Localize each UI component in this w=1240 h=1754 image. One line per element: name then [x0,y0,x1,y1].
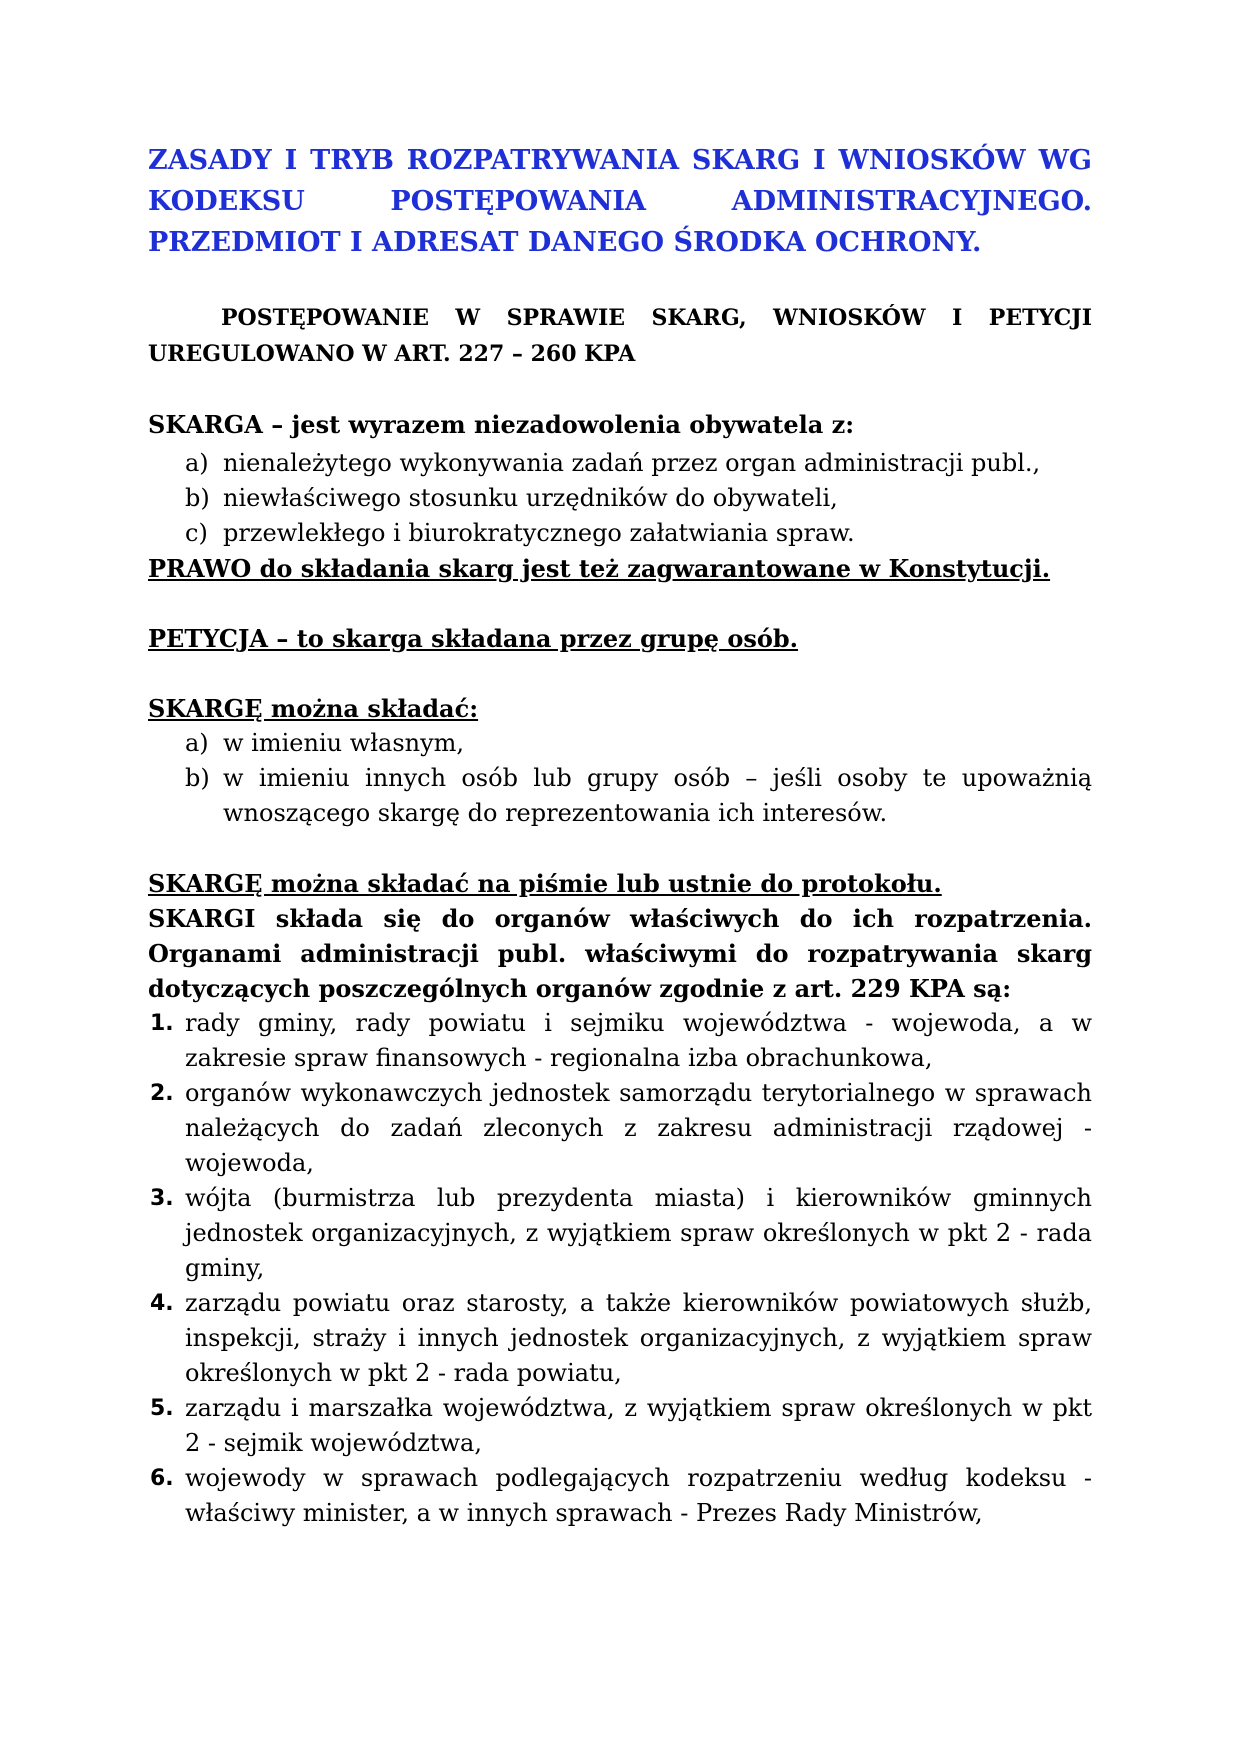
list-item-text: rady gminy, rady powiatu i sejmiku województwa - wojewoda, a w zakresie spraw finansowych - regionalna izba obrachunkowa, [185,1009,1092,1072]
list-marker: b) [185,484,210,512]
list-item [148,446,1092,481]
list-item-text: w imieniu innych osób lub grupy osób – jeśli osoby te upoważnią wnoszącego skargę do reprezentowania ich interesów. [223,764,1092,827]
list-item-text: niewłaściwego stosunku urzędników do obywateli, [223,484,838,512]
skarga-heading: SKARGA – jest wyrazem niezadowolenia obywatela z: [148,410,855,439]
list-item [148,1181,1092,1286]
list-item-text: w imieniu własnym, [223,729,465,757]
list-number: 6. [150,1466,174,1491]
document-page [148,140,1092,1531]
organs-list [148,1006,1092,1531]
list-item-text: wojewody w sprawach podlegających rozpatrzeniu według kodeksu - właściwy minister, a w innych sprawach - Prezes Rady Ministrów, [185,1464,1092,1527]
list-item [148,1006,1092,1076]
list-marker: b) [185,764,210,792]
skarga-list [148,446,1092,551]
list-marker: a) [185,449,209,477]
skargi-paragraph: SKARGI składa się do organów właściwych do ich rozpatrzenia. Organami administracji publ. właściwymi do rozpatrywania skarg dotyczących poszczególnych organów zgodnie z art. 229 KPA są: [148,904,1092,1003]
list-item-text: przewlekłego i biurokratycznego załatwiania spraw. [223,519,855,547]
list-number: 3. [150,1186,174,1211]
list-marker: a) [185,729,209,757]
list-item [148,761,1092,831]
list-number: 5. [150,1396,174,1421]
list-number: 2. [150,1081,174,1106]
petycja-definition: PETYCJA – to skarga składana przez grupę osób. [148,624,799,653]
document-title: ZASADY I TRYB ROZPATRYWANIA SKARG I WNIOSKÓW WG KODEKSU POSTĘPOWANIA ADMINISTRACYJNEGO. PRZEDMIOT I ADRESAT DANEGO ŚRODKA OCHRONY. [148,145,1092,258]
pismie-statement: SKARGĘ można składać na piśmie lub ustnie do protokołu. [148,869,942,898]
list-marker: c) [185,519,208,547]
list-item [148,1076,1092,1181]
document-subtitle: POSTĘPOWANIE W SPRAWIE SKARG, WNIOSKÓW I PETYCJI UREGULOWANO W ART. 227 – 260 KPA [148,305,1092,367]
list-item [148,1391,1092,1461]
skarge-list [148,726,1092,831]
list-number: 1. [150,1011,174,1036]
list-item-text: zarządu i marszałka województwa, z wyjątkiem spraw określonych w pkt 2 - sejmik województwa, [185,1394,1092,1457]
list-item [148,516,1092,551]
prawo-statement: PRAWO do składania skarg jest też zagwarantowane w Konstytucji. [148,554,1051,583]
list-item-text: wójta (burmistrza lub prezydenta miasta) i kierowników gminnych jednostek organizacyjnych, z wyjątkiem spraw określonych w pkt 2 - rada gminy, [185,1184,1092,1282]
list-item-text: organów wykonawczych jednostek samorządu terytorialnego w sprawach należących do zadań zleconych z zakresu administracji rządowej - wojewoda, [185,1079,1092,1177]
list-item [148,1461,1092,1531]
list-item-text: zarządu powiatu oraz starosty, a także kierowników powiatowych służb, inspekcji, straży i innych jednostek organizacyjnych, z wyjątkiem spraw określonych w pkt 2 - rada powiatu, [185,1289,1092,1387]
list-item [148,481,1092,516]
list-item [148,1286,1092,1391]
list-item [148,726,1092,761]
skarge-heading: SKARGĘ można składać: [148,694,479,723]
list-item-text: nienależytego wykonywania zadań przez organ administracji publ., [223,449,1041,477]
list-number: 4. [150,1291,174,1316]
